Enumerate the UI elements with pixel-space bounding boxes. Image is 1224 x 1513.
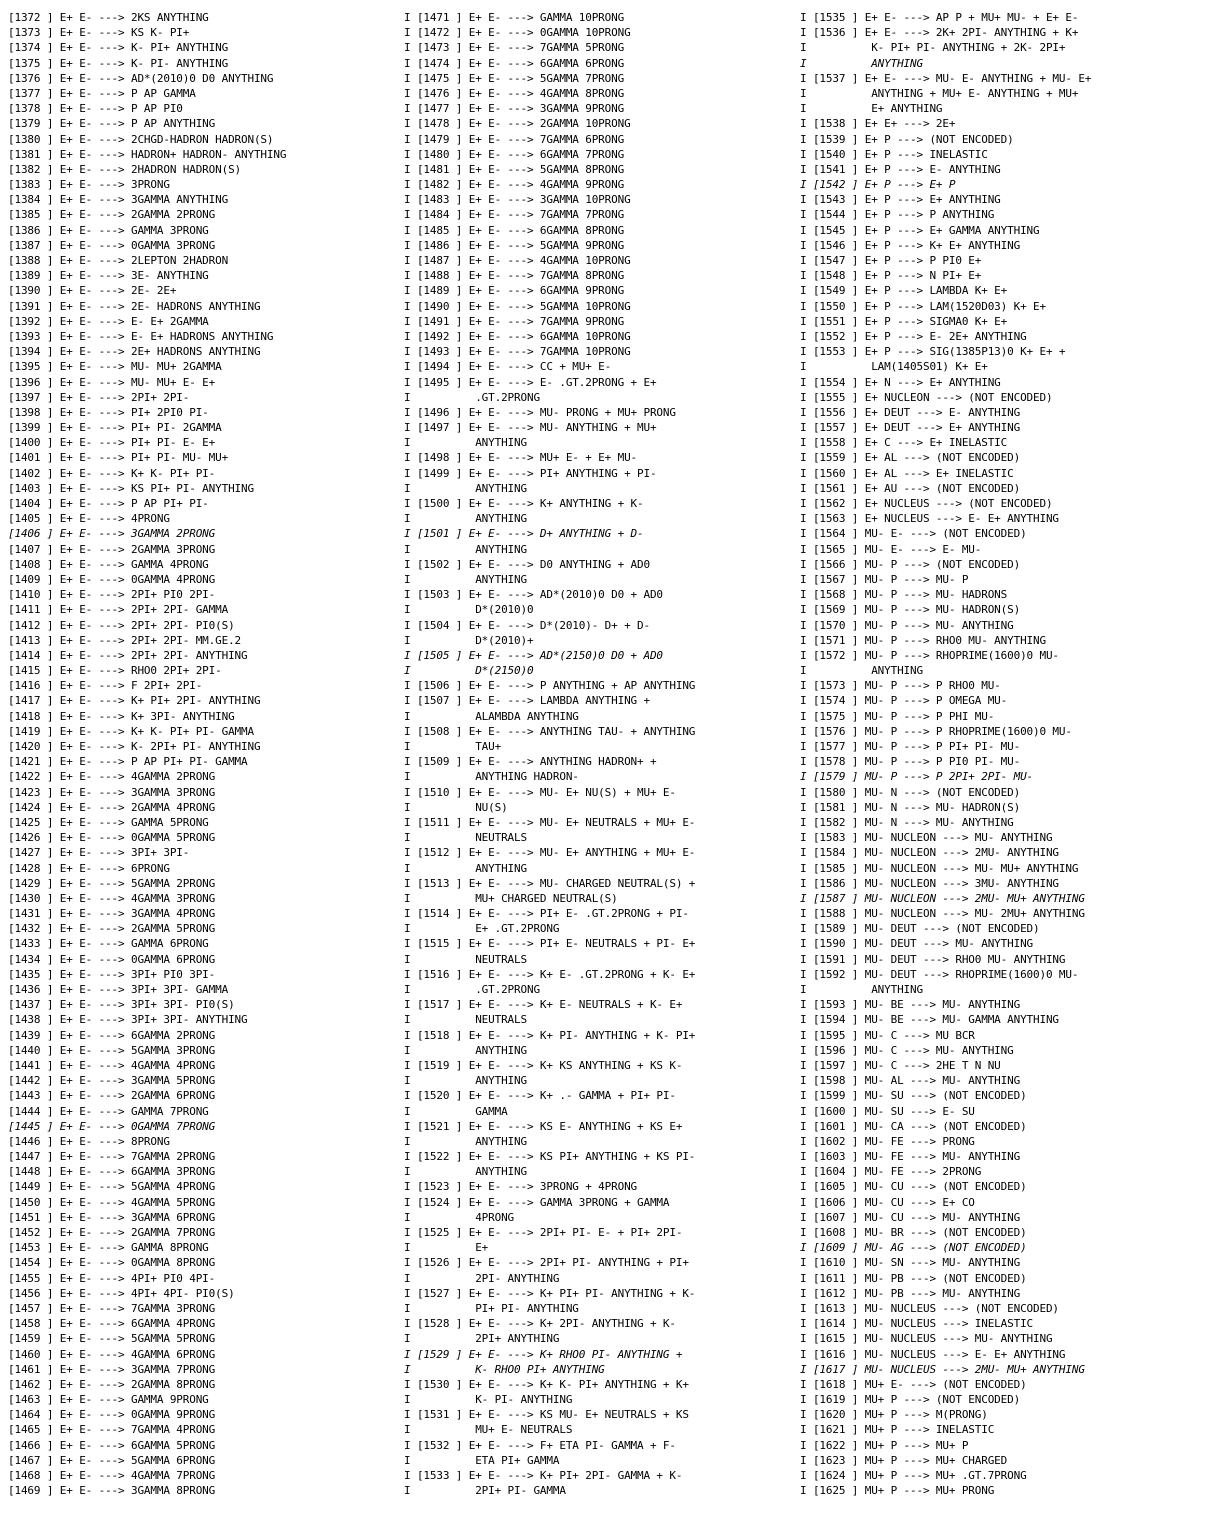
reaction-line: I [1472 ] E+ E- ---> 0GAMMA 10PRONG — [404, 26, 631, 40]
reaction-line: I [1566 ] MU- P ---> (NOT ENCODED) — [800, 557, 1021, 571]
reaction-line: I ANYTHING — [404, 1074, 527, 1088]
reaction-line: I [1571 ] MU- P ---> RHO0 MU- ANYTHING — [800, 633, 1046, 647]
reaction-line: I [1619 ] MU+ P ---> (NOT ENCODED) — [800, 1393, 1021, 1407]
reaction-line: [1405 ] E+ E- ---> 4PRONG — [8, 512, 170, 526]
reaction-line: I [1568 ] MU- P ---> MU- HADRONS — [800, 588, 1008, 602]
reaction-line: I [1475 ] E+ E- ---> 5GAMMA 7PRONG — [404, 71, 625, 85]
reaction-line: I [1535 ] E+ E- ---> AP P + MU+ MU- + E+ E- — [800, 11, 1079, 24]
reaction-line: I [1593 ] MU- BE ---> MU- ANYTHING — [800, 998, 1021, 1012]
reaction-line: I [1584 ] MU- NUCLEON ---> 2MU- ANYTHING — [800, 846, 1059, 860]
reaction-line: [1386 ] E+ E- ---> GAMMA 3PRONG — [8, 223, 209, 237]
reaction-line: [1450 ] E+ E- ---> 4GAMMA 5PRONG — [8, 1195, 216, 1209]
reaction-line: [1408 ] E+ E- ---> GAMMA 4PRONG — [8, 557, 209, 571]
reaction-line: [1438 ] E+ E- ---> 3PI+ 3PI- ANYTHING — [8, 1013, 248, 1027]
reaction-line: [1458 ] E+ E- ---> 6GAMMA 4PRONG — [8, 1317, 216, 1331]
reaction-line: I [1525 ] E+ E- ---> 2PI+ PI- E- + PI+ 2PI- — [404, 1226, 683, 1239]
reaction-line: [1380 ] E+ E- ---> 2CHGD-HADRON HADRON(S) — [8, 132, 274, 146]
reaction-line: I [1618 ] MU+ E- ---> (NOT ENCODED) — [800, 1377, 1027, 1391]
reaction-column-3 — [800, 10, 1220, 1498]
reaction-line: I MU+ CHARGED NEUTRAL(S) — [404, 891, 618, 905]
reaction-line: I [1531 ] E+ E- ---> KS MU- E+ NEUTRALS + KS — [404, 1408, 689, 1422]
reaction-line: I [1595 ] MU- C ---> MU BCR — [800, 1028, 975, 1042]
reaction-line: I K- PI+ PI- ANYTHING + 2K- 2PI+ — [800, 41, 1066, 55]
reaction-line: I [1506 ] E+ E- ---> P ANYTHING + AP ANYTHING — [404, 679, 696, 693]
reaction-line: I [1581 ] MU- N ---> MU- HADRON(S) — [800, 800, 1021, 814]
reaction-line: I [1591 ] MU- DEUT ---> RHO0 MU- ANYTHING — [800, 952, 1066, 966]
reaction-line: [1377 ] E+ E- ---> P AP GAMMA — [8, 86, 196, 100]
reaction-line: I NU(S) — [404, 800, 508, 814]
reaction-line: I [1514 ] E+ E- ---> PI+ E- .GT.2PRONG + PI- — [404, 907, 689, 921]
reaction-line: [1412 ] E+ E- ---> 2PI+ 2PI- PI0(S) — [8, 618, 235, 632]
reaction-line: I K- PI- ANYTHING — [404, 1393, 573, 1407]
reaction-line: [1374 ] E+ E- ---> K- PI+ ANYTHING — [8, 41, 229, 55]
reaction-line: [1385 ] E+ E- ---> 2GAMMA 2PRONG — [8, 208, 216, 222]
reaction-line: I MU+ E- NEUTRALS — [404, 1423, 573, 1437]
reaction-line: [1406 ] E+ E- ---> 3GAMMA 2PRONG — [8, 527, 216, 541]
reaction-line: I D*(2150)0 — [404, 664, 534, 678]
reaction-line: I ETA PI+ GAMMA — [404, 1453, 560, 1467]
reaction-line: I [1622 ] MU+ P ---> MU+ P — [800, 1438, 969, 1452]
reaction-line: I [1596 ] MU- C ---> MU- ANYTHING — [800, 1043, 1014, 1057]
reaction-line: I [1537 ] E+ E- ---> MU- E- ANYTHING + MU- E+ — [800, 71, 1092, 85]
reaction-line: I [1589 ] MU- DEUT ---> (NOT ENCODED) — [800, 922, 1040, 936]
reaction-line: [1409 ] E+ E- ---> 0GAMMA 4PRONG — [8, 572, 216, 586]
reaction-line: [1396 ] E+ E- ---> MU- MU+ E- E+ — [8, 375, 216, 389]
reaction-line: I [1550 ] E+ P ---> LAM(1520D03) K+ E+ — [800, 299, 1046, 313]
reaction-line: [1432 ] E+ E- ---> 2GAMMA 5PRONG — [8, 922, 216, 936]
reaction-line: I [1594 ] MU- BE ---> MU- GAMMA ANYTHING — [800, 1013, 1059, 1027]
reaction-line: I [1549 ] E+ P ---> LAMBDA K+ E+ — [800, 284, 1008, 298]
reaction-line: [1437 ] E+ E- ---> 3PI+ 3PI- PI0(S) — [8, 998, 235, 1012]
reaction-line: I ANYTHING HADRON- — [404, 770, 579, 784]
reaction-line: [1454 ] E+ E- ---> 0GAMMA 8PRONG — [8, 1256, 216, 1270]
reaction-line: I [1476 ] E+ E- ---> 4GAMMA 8PRONG — [404, 86, 625, 100]
reaction-line: I E+ .GT.2PRONG — [404, 922, 560, 936]
reaction-line: [1431 ] E+ E- ---> 3GAMMA 4PRONG — [8, 907, 216, 921]
reaction-line: [1448 ] E+ E- ---> 6GAMMA 3PRONG — [8, 1165, 216, 1179]
reaction-line: [1420 ] E+ E- ---> K- 2PI+ PI- ANYTHING — [8, 740, 261, 753]
reaction-line: I [1508 ] E+ E- ---> ANYTHING TAU- + ANYTHING — [404, 724, 696, 738]
reaction-line: I [1528 ] E+ E- ---> K+ 2PI- ANYTHING + K- — [404, 1317, 676, 1331]
reaction-line: I [1585 ] MU- NUCLEON ---> MU- MU+ ANYTHING — [800, 861, 1079, 875]
reaction-line: I [1621 ] MU+ P ---> INELASTIC — [800, 1423, 995, 1437]
reaction-line: I [1511 ] E+ E- ---> MU- E+ NEUTRALS + MU+ E- — [404, 815, 696, 829]
reaction-line: I [1502 ] E+ E- ---> D0 ANYTHING + AD0 — [404, 557, 650, 571]
reaction-line: I [1515 ] E+ E- ---> PI+ E- NEUTRALS + PI- E+ — [404, 937, 696, 951]
reaction-line: I [1494 ] E+ E- ---> CC + MU+ E- — [404, 360, 612, 374]
reaction-line: I [1606 ] MU- CU ---> E+ CO — [800, 1195, 975, 1209]
reaction-line: [1466 ] E+ E- ---> 6GAMMA 5PRONG — [8, 1438, 216, 1452]
reaction-line: I [1567 ] MU- P ---> MU- P — [800, 572, 969, 586]
reaction-line: I [1518 ] E+ E- ---> K+ PI- ANYTHING + K- PI+ — [404, 1028, 696, 1042]
reaction-line: [1459 ] E+ E- ---> 5GAMMA 5PRONG — [8, 1332, 216, 1346]
reaction-line: [1442 ] E+ E- ---> 3GAMMA 5PRONG — [8, 1074, 216, 1088]
reaction-line: I [1495 ] E+ E- ---> E- .GT.2PRONG + E+ — [404, 375, 657, 389]
reaction-line: I [1501 ] E+ E- ---> D+ ANYTHING + D- — [404, 527, 644, 541]
reaction-line: I [1485 ] E+ E- ---> 6GAMMA 8PRONG — [404, 223, 625, 237]
reaction-line: I [1601 ] MU- CA ---> (NOT ENCODED) — [800, 1119, 1027, 1133]
reaction-line: I [1497 ] E+ E- ---> MU- ANYTHING + MU+ — [404, 421, 657, 435]
reaction-line: [1434 ] E+ E- ---> 0GAMMA 6PRONG — [8, 952, 216, 966]
reaction-line: I [1484 ] E+ E- ---> 7GAMMA 7PRONG — [404, 208, 625, 222]
reaction-line: I [1556 ] E+ DEUT ---> E- ANYTHING — [800, 405, 1021, 419]
reaction-line: I ANYTHING — [404, 481, 527, 495]
reaction-line: I [1552 ] E+ P ---> E- 2E+ ANYTHING — [800, 329, 1027, 343]
reaction-line: I ANYTHING — [404, 1165, 527, 1179]
reaction-line: I [1575 ] MU- P ---> P PHI MU- — [800, 709, 995, 723]
reaction-line: [1464 ] E+ E- ---> 0GAMMA 9PRONG — [8, 1408, 216, 1422]
reaction-line: I [1557 ] E+ DEUT ---> E+ ANYTHING — [800, 421, 1021, 435]
reaction-line: [1418 ] E+ E- ---> K+ 3PI- ANYTHING — [8, 709, 235, 723]
reaction-line: [1463 ] E+ E- ---> GAMMA 9PRONG — [8, 1393, 209, 1407]
reaction-line: I [1570 ] MU- P ---> MU- ANYTHING — [800, 618, 1014, 632]
reaction-line: I [1604 ] MU- FE ---> 2PRONG — [800, 1165, 982, 1179]
reaction-line: [1383 ] E+ E- ---> 3PRONG — [8, 178, 170, 192]
reaction-line: I [1600 ] MU- SU ---> E- SU — [800, 1104, 975, 1118]
reaction-line: I [1503 ] E+ E- ---> AD*(2010)0 D0 + AD0 — [404, 588, 663, 602]
reaction-line: I [1516 ] E+ E- ---> K+ E- .GT.2PRONG + K- E+ — [404, 967, 696, 981]
reaction-line: [1445 ] E+ E- ---> 0GAMMA 7PRONG — [8, 1119, 216, 1133]
reaction-line: [1451 ] E+ E- ---> 3GAMMA 6PRONG — [8, 1210, 216, 1224]
reaction-line: I [1607 ] MU- CU ---> MU- ANYTHING — [800, 1210, 1021, 1224]
reaction-line: I [1613 ] MU- NUCLEUS ---> (NOT ENCODED) — [800, 1301, 1059, 1315]
reaction-line: I [1529 ] E+ E- ---> K+ RHO0 PI- ANYTHING + — [404, 1347, 683, 1361]
reaction-line: I [1530 ] E+ E- ---> K+ K- PI+ ANYTHING + K+ — [404, 1377, 689, 1391]
reaction-line: [1387 ] E+ E- ---> 0GAMMA 3PRONG — [8, 238, 216, 252]
reaction-line: I [1561 ] E+ AU ---> (NOT ENCODED) — [800, 481, 1021, 495]
reaction-line: I [1491 ] E+ E- ---> 7GAMMA 9PRONG — [404, 314, 625, 328]
reaction-line: I [1545 ] E+ P ---> E+ GAMMA ANYTHING — [800, 223, 1040, 237]
reaction-line: I [1586 ] MU- NUCLEON ---> 3MU- ANYTHING — [800, 876, 1059, 890]
reaction-line: I ANYTHING — [404, 572, 527, 586]
reaction-line: [1467 ] E+ E- ---> 5GAMMA 6PRONG — [8, 1453, 216, 1467]
reaction-line: I [1488 ] E+ E- ---> 7GAMMA 8PRONG — [404, 269, 625, 283]
reaction-line: I [1471 ] E+ E- ---> GAMMA 10PRONG — [404, 11, 625, 24]
reaction-line: [1414 ] E+ E- ---> 2PI+ 2PI- ANYTHING — [8, 648, 248, 662]
reaction-line: [1415 ] E+ E- ---> RHO0 2PI+ 2PI- — [8, 664, 222, 678]
reaction-line: [1453 ] E+ E- ---> GAMMA 8PRONG — [8, 1241, 209, 1255]
reaction-line: [1465 ] E+ E- ---> 7GAMMA 4PRONG — [8, 1423, 216, 1437]
reaction-line: [1440 ] E+ E- ---> 5GAMMA 3PRONG — [8, 1043, 216, 1057]
reaction-line: I [1624 ] MU+ P ---> MU+ .GT.7PRONG — [800, 1469, 1027, 1482]
reaction-line: I [1592 ] MU- DEUT ---> RHOPRIME(1600)0 MU- — [800, 967, 1079, 981]
reaction-line: I [1486 ] E+ E- ---> 5GAMMA 9PRONG — [404, 238, 625, 252]
reaction-line: [1429 ] E+ E- ---> 5GAMMA 2PRONG — [8, 876, 216, 890]
reaction-line: I [1480 ] E+ E- ---> 6GAMMA 7PRONG — [404, 147, 625, 161]
reaction-line: I [1605 ] MU- CU ---> (NOT ENCODED) — [800, 1180, 1027, 1194]
reaction-line: I [1505 ] E+ E- ---> AD*(2150)0 D0 + AD0 — [404, 648, 663, 662]
reaction-line: [1395 ] E+ E- ---> MU- MU+ 2GAMMA — [8, 360, 222, 374]
reaction-line: I [1504 ] E+ E- ---> D*(2010)- D+ + D- — [404, 618, 650, 632]
reaction-line: [1391 ] E+ E- ---> 2E- HADRONS ANYTHING — [8, 299, 261, 313]
reaction-line: I [1533 ] E+ E- ---> K+ PI+ 2PI- GAMMA + K- — [404, 1469, 683, 1482]
reaction-line: I [1489 ] E+ E- ---> 6GAMMA 9PRONG — [404, 284, 625, 298]
reaction-line: I [1609 ] MU- AG ---> (NOT ENCODED) — [800, 1241, 1027, 1255]
reaction-line: I [1598 ] MU- AL ---> MU- ANYTHING — [800, 1074, 1021, 1088]
reaction-line: I [1536 ] E+ E- ---> 2K+ 2PI- ANYTHING + K+ — [800, 26, 1079, 40]
reaction-line: [1441 ] E+ E- ---> 4GAMMA 4PRONG — [8, 1058, 216, 1072]
reaction-line: [1462 ] E+ E- ---> 2GAMMA 8PRONG — [8, 1377, 216, 1391]
reaction-line: [1469 ] E+ E- ---> 3GAMMA 8PRONG — [8, 1484, 216, 1498]
reaction-line: [1419 ] E+ E- ---> K+ K- PI+ PI- GAMMA — [8, 724, 254, 738]
reaction-line: I [1611 ] MU- PB ---> (NOT ENCODED) — [800, 1271, 1027, 1285]
reaction-line: I [1608 ] MU- BR ---> (NOT ENCODED) — [800, 1226, 1027, 1239]
reaction-line: I [1617 ] MU- NUCLEUS ---> 2MU- MU+ ANYTHING — [800, 1362, 1085, 1376]
reaction-line: I [1614 ] MU- NUCLEUS ---> INELASTIC — [800, 1317, 1034, 1331]
reaction-line: I ANYTHING + MU+ E- ANYTHING + MU+ — [800, 86, 1079, 100]
reaction-line: I [1493 ] E+ E- ---> 7GAMMA 10PRONG — [404, 345, 631, 359]
reaction-line: I [1526 ] E+ E- ---> 2PI+ PI- ANYTHING + PI+ — [404, 1256, 689, 1270]
reaction-line: I .GT.2PRONG — [404, 983, 540, 996]
reaction-line: [1388 ] E+ E- ---> 2LEPTON 2HADRON — [8, 254, 229, 267]
reaction-line: [1425 ] E+ E- ---> GAMMA 5PRONG — [8, 815, 209, 829]
reaction-line: I TAU+ — [404, 740, 502, 753]
reaction-line: [1436 ] E+ E- ---> 3PI+ 3PI- GAMMA — [8, 983, 229, 996]
reaction-line: [1456 ] E+ E- ---> 4PI+ 4PI- PI0(S) — [8, 1286, 235, 1300]
reaction-line: I [1560 ] E+ AL ---> E+ INELASTIC — [800, 466, 1014, 480]
reaction-column-1 — [8, 10, 400, 1498]
reaction-line: [1381 ] E+ E- ---> HADRON+ HADRON- ANYTHING — [8, 147, 287, 161]
reaction-line: I [1520 ] E+ E- ---> K+ .- GAMMA + PI+ PI- — [404, 1089, 676, 1103]
reaction-line: [1435 ] E+ E- ---> 3PI+ PI0 3PI- — [8, 967, 216, 981]
reaction-line: I [1517 ] E+ E- ---> K+ E- NEUTRALS + K- E+ — [404, 998, 683, 1012]
reaction-line: [1424 ] E+ E- ---> 2GAMMA 4PRONG — [8, 800, 216, 814]
reaction-line: I [1564 ] MU- E- ---> (NOT ENCODED) — [800, 527, 1027, 541]
reaction-line: [1427 ] E+ E- ---> 3PI+ 3PI- — [8, 846, 190, 860]
reaction-line: I [1473 ] E+ E- ---> 7GAMMA 5PRONG — [404, 41, 625, 55]
reaction-line: I [1578 ] MU- P ---> P PI0 PI- MU- — [800, 755, 1021, 769]
reaction-line: I [1547 ] E+ P ---> P PI0 E+ — [800, 254, 982, 267]
reaction-line: I ANYTHING — [800, 983, 923, 996]
reaction-line: I [1478 ] E+ E- ---> 2GAMMA 10PRONG — [404, 117, 631, 131]
reaction-line: I ANYTHING — [800, 664, 923, 678]
reaction-line: [1460 ] E+ E- ---> 4GAMMA 6PRONG — [8, 1347, 216, 1361]
reaction-line: I [1527 ] E+ E- ---> K+ PI+ PI- ANYTHING + K- — [404, 1286, 696, 1300]
reaction-line: [1417 ] E+ E- ---> K+ PI+ 2PI- ANYTHING — [8, 694, 261, 708]
reaction-line: I [1523 ] E+ E- ---> 3PRONG + 4PRONG — [404, 1180, 638, 1194]
reaction-line: [1461 ] E+ E- ---> 3GAMMA 7PRONG — [8, 1362, 216, 1376]
reaction-line: I [1602 ] MU- FE ---> PRONG — [800, 1134, 975, 1148]
reaction-line: I LAM(1405S01) K+ E+ — [800, 360, 988, 374]
reaction-line: I [1569 ] MU- P ---> MU- HADRON(S) — [800, 603, 1021, 617]
reaction-line: [1372 ] E+ E- ---> 2KS ANYTHING — [8, 11, 209, 24]
reaction-line: I ANYTHING — [404, 542, 527, 556]
reaction-line: [1392 ] E+ E- ---> E- E+ 2GAMMA — [8, 314, 209, 328]
reaction-line: [1401 ] E+ E- ---> PI+ PI- MU- MU+ — [8, 451, 229, 465]
reaction-line: [1403 ] E+ E- ---> KS PI+ PI- ANYTHING — [8, 481, 254, 495]
reaction-line: [1399 ] E+ E- ---> PI+ PI- 2GAMMA — [8, 421, 222, 435]
reaction-line: I [1474 ] E+ E- ---> 6GAMMA 6PRONG — [404, 56, 625, 70]
reaction-line: I [1543 ] E+ P ---> E+ ANYTHING — [800, 193, 1001, 207]
reaction-line: [1400 ] E+ E- ---> PI+ PI- E- E+ — [8, 436, 216, 450]
reaction-line: I ANYTHING — [404, 1043, 527, 1057]
reaction-line: I [1590 ] MU- DEUT ---> MU- ANYTHING — [800, 937, 1034, 951]
reaction-line: [1394 ] E+ E- ---> 2E+ HADRONS ANYTHING — [8, 345, 261, 359]
reaction-line: [1430 ] E+ E- ---> 4GAMMA 3PRONG — [8, 891, 216, 905]
reaction-line: I 4PRONG — [404, 1210, 515, 1224]
reaction-line: I E+ ANYTHING — [800, 102, 943, 116]
reaction-line: [1452 ] E+ E- ---> 2GAMMA 7PRONG — [8, 1226, 216, 1239]
reaction-line: [1393 ] E+ E- ---> E- E+ HADRONS ANYTHING — [8, 329, 274, 343]
reaction-line: I [1587 ] MU- NUCLEON ---> 2MU- MU+ ANYTHING — [800, 891, 1085, 905]
reaction-line: I NEUTRALS — [404, 952, 527, 966]
reaction-line: I [1483 ] E+ E- ---> 3GAMMA 10PRONG — [404, 193, 631, 207]
reaction-line: I ANYTHING — [404, 436, 527, 450]
reaction-line: I [1498 ] E+ E- ---> MU+ E- + E+ MU- — [404, 451, 638, 465]
reaction-line: [1433 ] E+ E- ---> GAMMA 6PRONG — [8, 937, 209, 951]
reaction-line: [1382 ] E+ E- ---> 2HADRON HADRON(S) — [8, 162, 242, 176]
reaction-line: I [1583 ] MU- NUCLEON ---> MU- ANYTHING — [800, 831, 1053, 845]
reaction-line: I [1577 ] MU- P ---> P PI+ PI- MU- — [800, 740, 1021, 753]
reaction-line: I [1500 ] E+ E- ---> K+ ANYTHING + K- — [404, 497, 644, 510]
reaction-line: I [1539 ] E+ P ---> (NOT ENCODED) — [800, 132, 1014, 146]
reaction-line: I [1610 ] MU- SN ---> MU- ANYTHING — [800, 1256, 1021, 1270]
reaction-line: I [1512 ] E+ E- ---> MU- E+ ANYTHING + MU+ E- — [404, 846, 696, 860]
reaction-line: I [1563 ] E+ NUCLEUS ---> E- E+ ANYTHING — [800, 512, 1059, 526]
reaction-line: [1444 ] E+ E- ---> GAMMA 7PRONG — [8, 1104, 209, 1118]
reaction-line: I [1620 ] MU+ P ---> M(PRONG) — [800, 1408, 988, 1422]
reaction-line: I [1540 ] E+ P ---> INELASTIC — [800, 147, 988, 161]
reaction-line: [1449 ] E+ E- ---> 5GAMMA 4PRONG — [8, 1180, 216, 1194]
reaction-line: [1439 ] E+ E- ---> 6GAMMA 2PRONG — [8, 1028, 216, 1042]
reaction-line: [1379 ] E+ E- ---> P AP ANYTHING — [8, 117, 216, 131]
reaction-line: [1398 ] E+ E- ---> PI+ 2PI0 PI- — [8, 405, 209, 419]
reaction-line: I [1490 ] E+ E- ---> 5GAMMA 10PRONG — [404, 299, 631, 313]
reaction-line: [1421 ] E+ E- ---> P AP PI+ PI- GAMMA — [8, 755, 248, 769]
reaction-line: I [1524 ] E+ E- ---> GAMMA 3PRONG + GAMMA — [404, 1195, 670, 1209]
reaction-line: [1428 ] E+ E- ---> 6PRONG — [8, 861, 170, 875]
reaction-line: I [1477 ] E+ E- ---> 3GAMMA 9PRONG — [404, 102, 625, 116]
reaction-line: I [1507 ] E+ E- ---> LAMBDA ANYTHING + — [404, 694, 650, 708]
reaction-line: I [1615 ] MU- NUCLEUS ---> MU- ANYTHING — [800, 1332, 1053, 1346]
reaction-line: I 2PI+ PI- GAMMA — [404, 1484, 566, 1498]
reaction-line: I [1522 ] E+ E- ---> KS PI+ ANYTHING + KS PI- — [404, 1150, 696, 1164]
reaction-line: I [1573 ] MU- P ---> P RHO0 MU- — [800, 679, 1001, 693]
reaction-line: [1411 ] E+ E- ---> 2PI+ 2PI- GAMMA — [8, 603, 229, 617]
reaction-line: [1407 ] E+ E- ---> 2GAMMA 3PRONG — [8, 542, 216, 556]
reaction-line: [1378 ] E+ E- ---> P AP PI0 — [8, 102, 183, 116]
reaction-line: I ALAMBDA ANYTHING — [404, 709, 579, 723]
reaction-line: I [1599 ] MU- SU ---> (NOT ENCODED) — [800, 1089, 1027, 1103]
reaction-line: I [1597 ] MU- C ---> 2HE T N NU — [800, 1058, 1001, 1072]
reaction-line: I ANYTHING — [404, 861, 527, 875]
reaction-line: [1468 ] E+ E- ---> 4GAMMA 7PRONG — [8, 1469, 216, 1482]
reaction-line: I [1576 ] MU- P ---> P RHOPRIME(1600)0 MU- — [800, 724, 1072, 738]
reaction-line: [1402 ] E+ E- ---> K+ K- PI+ PI- — [8, 466, 216, 480]
reaction-line: I [1558 ] E+ C ---> E+ INELASTIC — [800, 436, 1008, 450]
reaction-line: I [1521 ] E+ E- ---> KS E- ANYTHING + KS E+ — [404, 1119, 683, 1133]
reaction-line: I [1612 ] MU- PB ---> MU- ANYTHING — [800, 1286, 1021, 1300]
reaction-line: I [1553 ] E+ P ---> SIG(1385P13)0 K+ E+ + — [800, 345, 1066, 359]
reaction-line: I [1582 ] MU- N ---> MU- ANYTHING — [800, 815, 1014, 829]
reaction-column-2 — [404, 10, 796, 1498]
reaction-line: [1426 ] E+ E- ---> 0GAMMA 5PRONG — [8, 831, 216, 845]
reaction-line: I [1499 ] E+ E- ---> PI+ ANYTHING + PI- — [404, 466, 657, 480]
reaction-line: I [1548 ] E+ P ---> N PI+ E+ — [800, 269, 982, 283]
reaction-line: [1447 ] E+ E- ---> 7GAMMA 2PRONG — [8, 1150, 216, 1164]
reaction-line: I [1616 ] MU- NUCLEUS ---> E- E+ ANYTHING — [800, 1347, 1066, 1361]
reaction-line: I NEUTRALS — [404, 831, 527, 845]
reaction-line: [1446 ] E+ E- ---> 8PRONG — [8, 1134, 170, 1148]
reaction-line: I PI+ PI- ANYTHING — [404, 1301, 579, 1315]
reaction-line: [1423 ] E+ E- ---> 3GAMMA 3PRONG — [8, 785, 216, 799]
reaction-line: I D*(2010)0 — [404, 603, 534, 617]
reaction-line: [1410 ] E+ E- ---> 2PI+ PI0 2PI- — [8, 588, 216, 602]
reaction-line: I [1625 ] MU+ P ---> MU+ PRONG — [800, 1484, 995, 1498]
reaction-line: I [1603 ] MU- FE ---> MU- ANYTHING — [800, 1150, 1021, 1164]
reaction-line: I [1492 ] E+ E- ---> 6GAMMA 10PRONG — [404, 329, 631, 343]
reaction-line: [1457 ] E+ E- ---> 7GAMMA 3PRONG — [8, 1301, 216, 1315]
reaction-line: I E+ — [404, 1241, 489, 1255]
reaction-line: I ANYTHING — [800, 56, 923, 70]
reaction-line: I [1551 ] E+ P ---> SIGMA0 K+ E+ — [800, 314, 1008, 328]
reaction-line: I D*(2010)+ — [404, 633, 534, 647]
reaction-line: [1422 ] E+ E- ---> 4GAMMA 2PRONG — [8, 770, 216, 784]
reaction-line: I 2PI+ ANYTHING — [404, 1332, 560, 1346]
reaction-line: I [1554 ] E+ N ---> E+ ANYTHING — [800, 375, 1001, 389]
reaction-line: [1376 ] E+ E- ---> AD*(2010)0 D0 ANYTHING — [8, 71, 274, 85]
reaction-line: I [1546 ] E+ P ---> K+ E+ ANYTHING — [800, 238, 1021, 252]
reaction-line: I [1519 ] E+ E- ---> K+ KS ANYTHING + KS K- — [404, 1058, 683, 1072]
reaction-line: [1443 ] E+ E- ---> 2GAMMA 6PRONG — [8, 1089, 216, 1103]
reaction-line: I [1588 ] MU- NUCLEON ---> MU- 2MU+ ANYTHING — [800, 907, 1085, 921]
reaction-line: I ANYTHING — [404, 512, 527, 526]
reaction-line: I [1513 ] E+ E- ---> MU- CHARGED NEUTRAL(S) + — [404, 876, 696, 890]
reaction-line: I [1572 ] MU- P ---> RHOPRIME(1600)0 MU- — [800, 648, 1059, 662]
reaction-line: [1389 ] E+ E- ---> 3E- ANYTHING — [8, 269, 209, 283]
reaction-line: I .GT.2PRONG — [404, 390, 540, 404]
reaction-line: I [1509 ] E+ E- ---> ANYTHING HADRON+ + — [404, 755, 657, 769]
reaction-line: I [1532 ] E+ E- ---> F+ ETA PI- GAMMA + F- — [404, 1438, 676, 1452]
reaction-line: [1373 ] E+ E- ---> KS K- PI+ — [8, 26, 190, 40]
reaction-line: [1404 ] E+ E- ---> P AP PI+ PI- — [8, 497, 209, 510]
reaction-line: [1413 ] E+ E- ---> 2PI+ 2PI- MM.GE.2 — [8, 633, 242, 647]
reaction-line: I [1496 ] E+ E- ---> MU- PRONG + MU+ PRONG — [404, 405, 676, 419]
reaction-line: I [1482 ] E+ E- ---> 4GAMMA 9PRONG — [404, 178, 625, 192]
reaction-line: I [1541 ] E+ P ---> E- ANYTHING — [800, 162, 1001, 176]
reaction-line: I [1542 ] E+ P ---> E+ P — [800, 178, 956, 192]
reaction-line: I NEUTRALS — [404, 1013, 527, 1027]
reaction-line: I [1579 ] MU- P ---> P 2PI+ 2PI- MU- — [800, 770, 1034, 784]
reaction-line: I [1544 ] E+ P ---> P ANYTHING — [800, 208, 995, 222]
reaction-line: I [1574 ] MU- P ---> P OMEGA MU- — [800, 694, 1008, 708]
reaction-line: I [1487 ] E+ E- ---> 4GAMMA 10PRONG — [404, 254, 631, 267]
reaction-line: I [1559 ] E+ AL ---> (NOT ENCODED) — [800, 451, 1021, 465]
reaction-line: [1397 ] E+ E- ---> 2PI+ 2PI- — [8, 390, 190, 404]
reaction-line: I [1555 ] E+ NUCLEON ---> (NOT ENCODED) — [800, 390, 1053, 404]
reaction-line: I [1481 ] E+ E- ---> 5GAMMA 8PRONG — [404, 162, 625, 176]
reaction-line: I GAMMA — [404, 1104, 508, 1118]
reaction-line: [1390 ] E+ E- ---> 2E- 2E+ — [8, 284, 177, 298]
reaction-line: I [1538 ] E+ E+ ---> 2E+ — [800, 117, 956, 131]
reaction-line: I [1510 ] E+ E- ---> MU- E+ NU(S) + MU+ E- — [404, 785, 676, 799]
reaction-line: I K- RHO0 PI+ ANYTHING — [404, 1362, 605, 1376]
reaction-line: I [1565 ] MU- E- ---> E- MU- — [800, 542, 982, 556]
reaction-line: [1416 ] E+ E- ---> F 2PI+ 2PI- — [8, 679, 203, 693]
reaction-line: [1384 ] E+ E- ---> 3GAMMA ANYTHING — [8, 193, 229, 207]
reaction-line: I [1623 ] MU+ P ---> MU+ CHARGED — [800, 1453, 1008, 1467]
reaction-line: I 2PI- ANYTHING — [404, 1271, 560, 1285]
reaction-line: [1375 ] E+ E- ---> K- PI- ANYTHING — [8, 56, 229, 70]
reaction-line: I [1580 ] MU- N ---> (NOT ENCODED) — [800, 785, 1021, 799]
reaction-line: I ANYTHING — [404, 1134, 527, 1148]
reaction-line: [1455 ] E+ E- ---> 4PI+ PI0 4PI- — [8, 1271, 216, 1285]
reaction-line: I [1479 ] E+ E- ---> 7GAMMA 6PRONG — [404, 132, 625, 146]
reaction-line: I [1562 ] E+ NUCLEUS ---> (NOT ENCODED) — [800, 497, 1053, 510]
